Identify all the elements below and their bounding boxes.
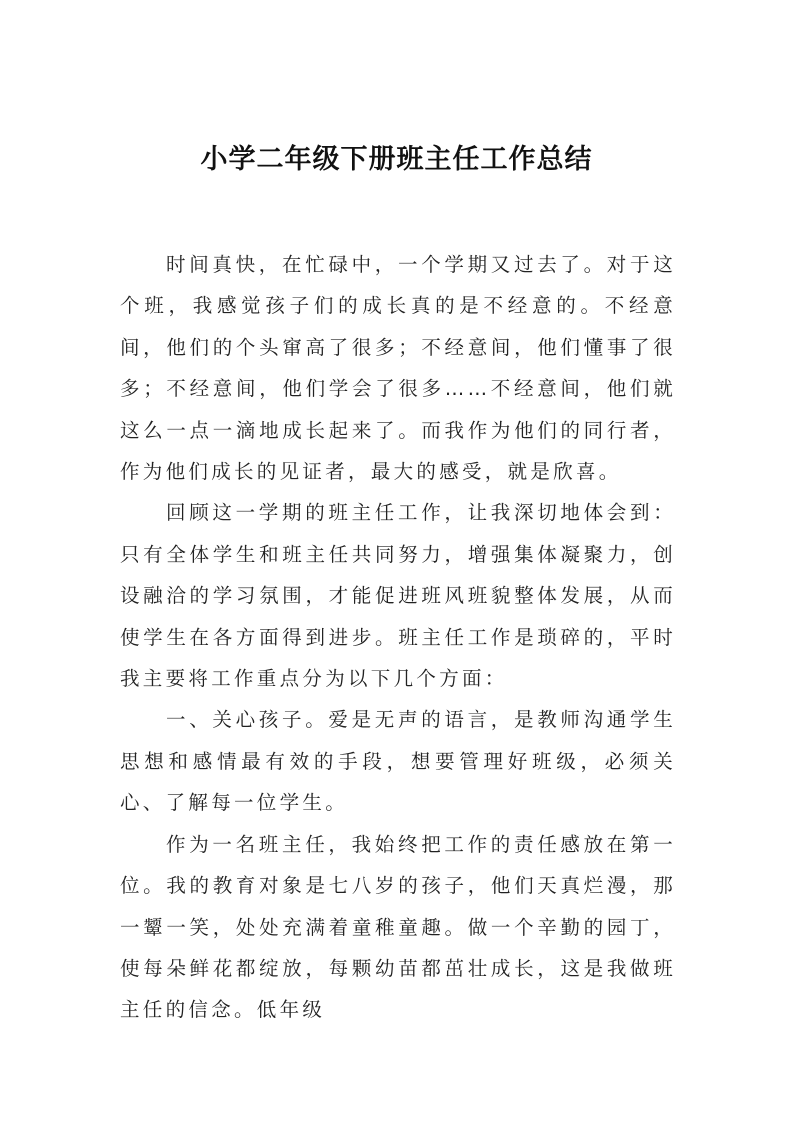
paragraph-responsibility: 作为一名班主任，我始终把工作的责任感放在第一位。我的教育对象是七八岁的孩子，他们天真烂漫，那一颦一笑，处处充满着童稚童趣。做一个辛勤的园丁，使每朵鲜花都绽放，每颗幼苗都茁壮成长，这是我做班主任的信念。低年级 bbox=[120, 832, 676, 1022]
document-body bbox=[120, 244, 676, 1031]
paragraph-section-one: 一、关心孩子。爱是无声的语言，是教师沟通学生思想和感情最有效的手段，想要管理好班级，必须关心、了解每一位学生。 bbox=[120, 708, 676, 815]
paragraph-review: 回顾这一学期的班主任工作，让我深切地体会到：只有全体学生和班主任共同努力，增强集体凝聚力，创设融洽的学习氛围，才能促进班风班貌整体发展，从而使学生在各方面得到进步。班主任工作是琐碎的，平时我主要将工作重点分为以下几个方面： bbox=[120, 501, 676, 691]
document-title: 小学二年级下册班主任工作总结 bbox=[200, 144, 593, 175]
paragraph-intro: 时间真快，在忙碌中，一个学期又过去了。对于这个班，我感觉孩子们的成长真的是不经意的。不经意间，他们的个头窜高了很多；不经意间，他们懂事了很多；不经意间，他们学会了很多……不经意间，他们就这么一点一滴地成长起来了。而我作为他们的同行者，作为他们成长的见证者，最大的感受，就是欣喜。 bbox=[120, 253, 676, 484]
